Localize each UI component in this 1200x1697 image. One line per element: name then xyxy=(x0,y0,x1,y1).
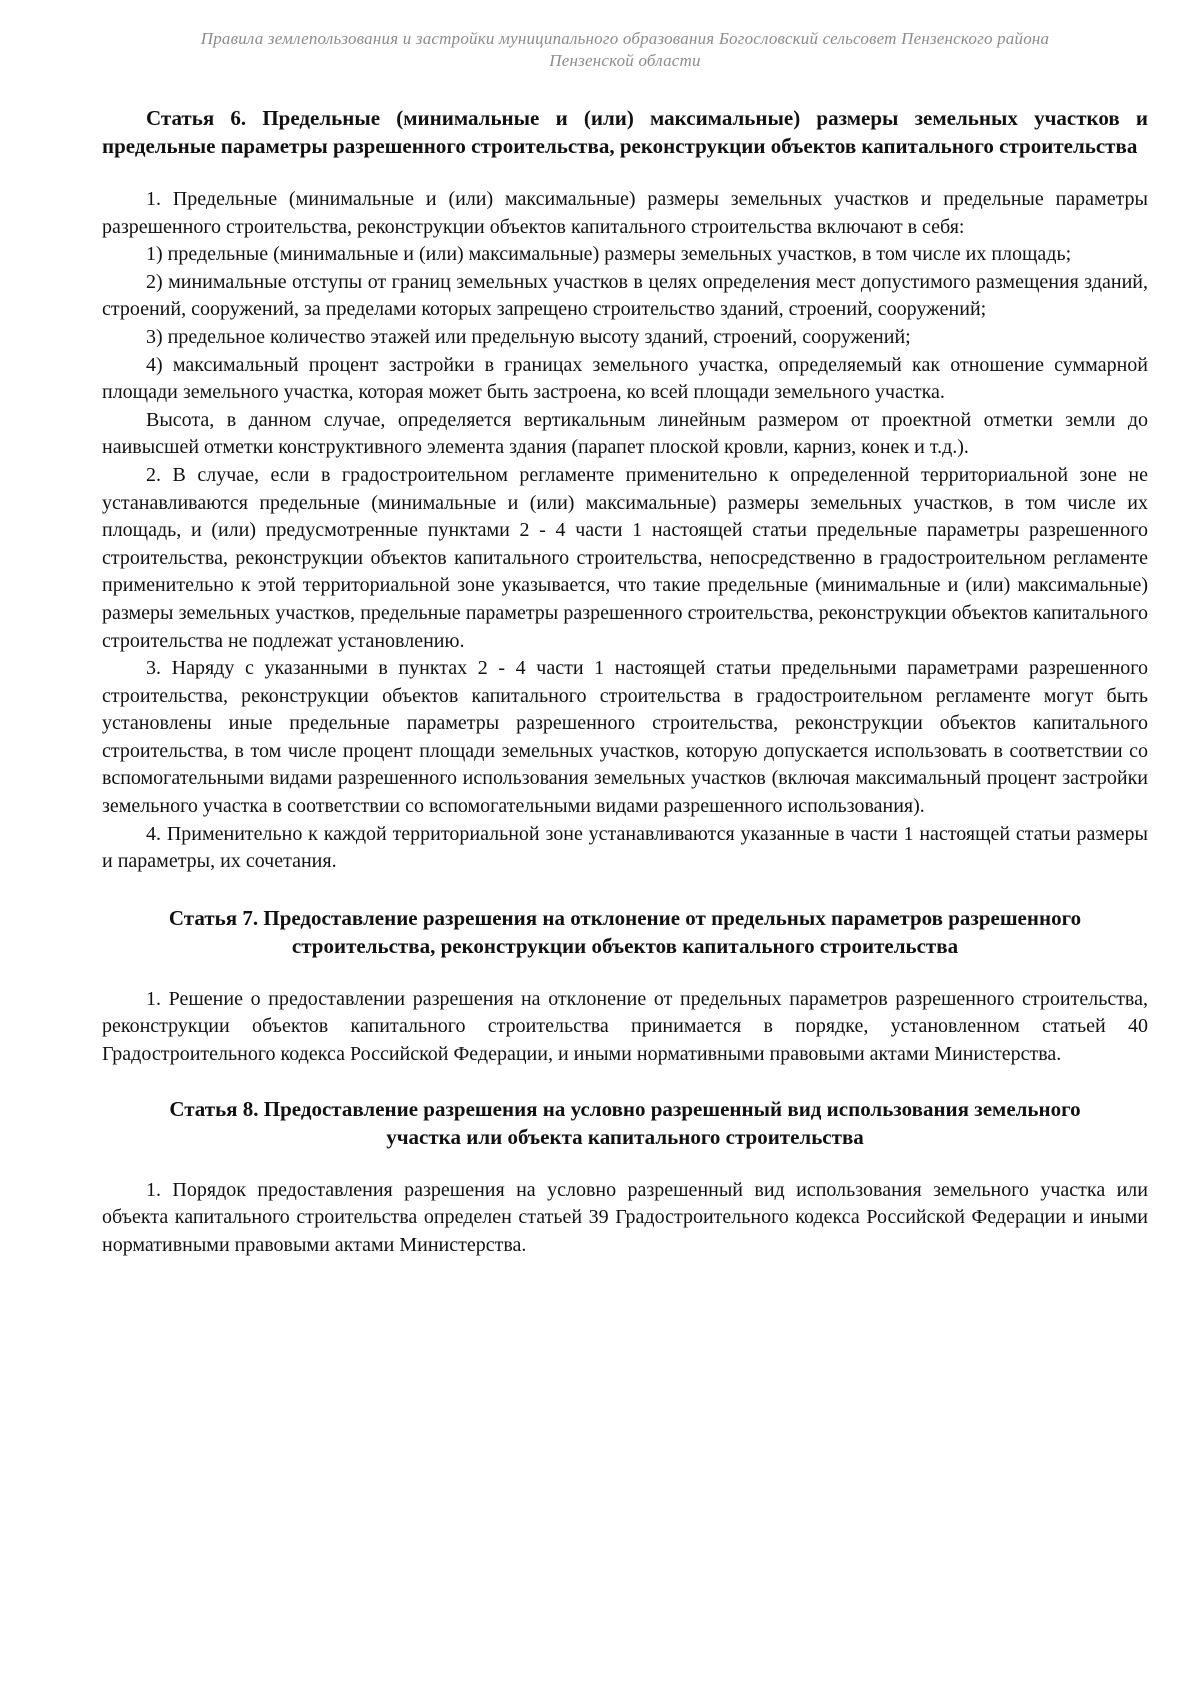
article-6-paragraph: 4) максимальный процент застройки в границах земельного участка, определяемый как отношение суммарной площади земельного участка, которая может быть застроена, ко всей площади земельного участка. xyxy=(102,353,1148,404)
article-6-paragraph: Высота, в данном случае, определяется вертикальным линейным размером от проектной отметки земли до наивысшей отметки конструктивного элемента здания (парапет плоской кровли, карниз, конек и т.д.). xyxy=(102,408,1148,459)
article-6-paragraph: 1) предельные (минимальные и (или) максимальные) размеры земельных участков, в том числе их площадь; xyxy=(146,243,1072,266)
running-header: Правила землепользования и застройки муниципального образования Богословский сельсовет Пензенского района Пензенской области xyxy=(200,29,1050,70)
article-6-paragraph: 4. Применительно к каждой территориальной зоне устанавливаются указанные в части 1 настоящей статьи размеры и параметры, их сочетания. xyxy=(102,822,1148,873)
article-7 xyxy=(102,904,1148,1069)
article-7-paragraph: 1. Решение о предоставлении разрешения на отклонение от предельных параметров разрешенного строительства, реконструкции объектов капитального строительства принимается в порядке, установленном статьей 40 Градостроительного кодекса Российской Федерации, и иными нормативными правовыми актами Министерства. xyxy=(102,987,1148,1066)
article-6-paragraph: 3) предельное количество этажей или предельную высоту зданий, строений, сооружений; xyxy=(146,325,911,348)
article-6-title: Статья 6. Предельные (минимальные и (или) максимальные) размеры земельных участков и предельные параметры разрешенного строительства, реконструкции объектов капитального строительства xyxy=(102,106,1148,158)
article-8-paragraph: 1. Порядок предоставления разрешения на условно разрешенный вид использования земельного участка или объекта капитального строительства определен статьей 39 Градостроительного кодекса Российской Федерации и иными нормативными правовыми актами Министерства. xyxy=(102,1178,1148,1256)
article-7-title: Статья 7. Предоставление разрешения на отклонение от предельных параметров разрешенного строительства, реконструкции объектов капитального строительства xyxy=(168,905,1082,958)
document-page xyxy=(102,0,1148,1259)
article-6-paragraph: 3. Наряду с указанными в пунктах 2 - 4 части 1 настоящей статьи предельными параметрами разрешенного строительства, реконструкции объектов капитального строительства в градостроительном регламенте могут быть установлены иные предельные параметры разрешенного строительства, реконструкции объектов капитального строительства, в том числе процент площади земельных участков, которую допускается использовать в соответствии со вспомогательными видами разрешенного использования земельных участков (включая максимальный процент застройки земельного участка в соответствии со вспомогательными видами разрешенного использования). xyxy=(102,657,1148,818)
article-6-paragraph: 2. В случае, если в градостроительном регламенте применительно к определенной территориальной зоне не устанавливаются предельные (минимальные и (или) максимальные) размеры земельных участков, в том числе их площадь, и (или) предусмотренные пунктами 2 - 4 части 1 настоящей статьи предельные параметры разрешенного строительства, реконструкции объектов капитального строительства, непосредственно в градостроительном регламенте применительно к этой территориальной зоне указывается, что такие предельные (минимальные и (или) максимальные) размеры земельных участков, предельные параметры разрешенного строительства, реконструкции объектов капитального строительства не подлежат установлению. xyxy=(102,463,1148,652)
article-6-paragraph: 1. Предельные (минимальные и (или) максимальные) размеры земельных участков и предельные параметры разрешенного строительства, реконструкции объектов капитального строительства включают в себя: xyxy=(102,188,1148,238)
article-6 xyxy=(102,104,1148,876)
article-8-title: Статья 8. Предоставление разрешения на условно разрешенный вид использования земельного участка или объекта капитального строительства xyxy=(169,1096,1081,1149)
article-8 xyxy=(102,1095,1148,1260)
article-6-paragraph: 2) минимальные отступы от границ земельных участков в целях определения мест допустимого размещения зданий, строений, сооружений, за пределами которых запрещено строительство зданий, строений, сооружений; xyxy=(102,270,1148,321)
